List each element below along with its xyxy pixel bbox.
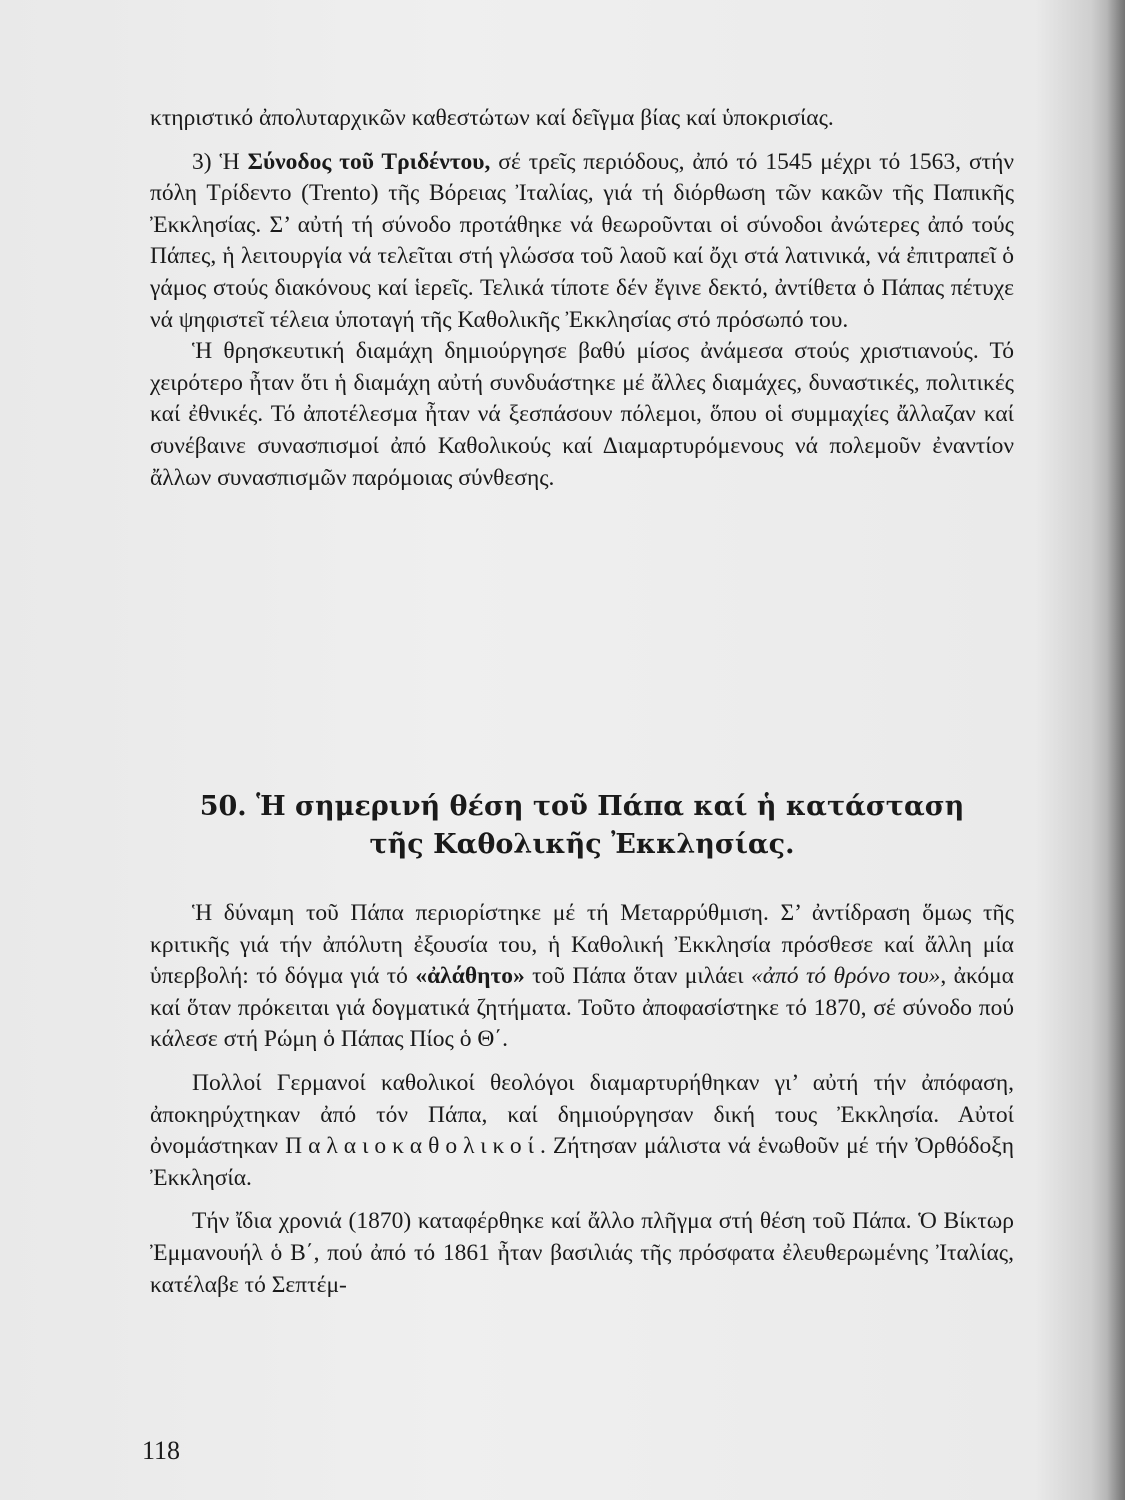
body-text-lower <box>150 898 1014 1301</box>
section-heading <box>150 788 1014 864</box>
paragraph-pope-power <box>150 898 1014 1056</box>
old-catholics-term: Παλαιοκαθολικοί <box>285 1133 540 1160</box>
ex-cathedra-phrase: «ἀπό τό θρόνο του» <box>751 963 941 990</box>
paragraph-1870-blow: Τήν ἴδια χρονιά (1870) καταφέρθηκε καί ἄλλο πλῆγμα στή θέση τοῦ Πάπα. Ὁ Βίκτωρ Ἐμμανουήλ ὁ Β΄, πού ἀπό τό 1861 ἦταν βασιλιάς τῆς πρόσφατα ἐλευθερωμένης Ἰταλίας, κατέλαβε τό Σεπτέμ- <box>150 1208 1014 1298</box>
power-text-3: , ἀκόμα καί ὅταν πρόκειται γιά δογματικά ζητήματα. Τοῦτο ἀποφασίστηκε τό 1870, σέ σύνοδο πού κάλεσε στή Ρώμη ὁ Πάπας Πίος ὁ Θ΄. <box>150 963 1014 1053</box>
paragraph-continued: κτηριστικό ἀπολυταρχικῶν καθεστώτων καί δεῖγμα βίας καί ὑποκρισίας. <box>150 105 834 131</box>
page-edge-shadow <box>1107 0 1125 1500</box>
infallible-term: «ἀλάθητο» <box>415 963 525 990</box>
trent-prefix: 3) Ἡ <box>192 148 248 175</box>
body-text-upper <box>150 103 1014 494</box>
trent-title: Σύνοδος τοῦ Τριδέντου, <box>247 148 491 175</box>
page-number: 118 <box>142 1436 181 1465</box>
paragraph-council-of-trent <box>150 147 1014 337</box>
paragraph-old-catholics <box>150 1068 1014 1194</box>
trent-text: σέ τρεῖς περιόδους, ἀπό τό 1545 μέχρι τό 1563, στήν πόλη Τρίδεντο (Trento) τῆς Βόρειας Ἰταλίας, γιά τή διόρθωση τῶν κακῶν τῆς Παπικῆς Ἐκκλησίας. Σ’ αὐτή τή σύνοδο προτάθηκε νά θεωροῦνται οἱ σύνοδοι ἀνώτερες ἀπό τούς Πάπες, ἡ λειτουργία νά τελεῖται στή γλώσσα τοῦ λαοῦ καί ὄχι στά λατινικά, νά ἐπιτραπεῖ ὁ γάμος στούς διακόνους καί ἱερεῖς. Τελικά τίποτε δέν ἔγινε δεκτό, ἀντίθετα ὁ Πάπας πέτυχε νά ψηφιστεῖ τέλεια ὑποταγή τῆς Καθολικῆς Ἐκκλησίας στό πρόσωπό του. <box>150 148 1014 333</box>
power-text-2: τοῦ Πάπα ὅταν μιλάει <box>524 963 751 990</box>
old-catholics-text-2: . Ζήτησαν μάλιστα νά ἑνωθοῦν μέ τήν Ὀρθόδοξη Ἐκκλησία. <box>150 1133 1014 1191</box>
power-text-1: Ἡ δύναμη τοῦ Πάπα περιορίστηκε μέ τή Μεταρρύθμιση. Σ’ ἀντίδραση ὅμως τῆς κριτικῆς γιά τήν ἀπόλυτη ἐξουσία του, ἡ Καθολική Ἐκκλησία πρόσθεσε καί ἄλλη μία ὑπερβολή: τό δόγμα γιά τό <box>150 900 1014 990</box>
heading-line-1: 50. Ἡ σημερινή θέση τοῦ Πάπα καί ἡ κατάσταση <box>199 791 965 822</box>
heading-line-2: τῆς Καθολικῆς Ἐκκλησίας. <box>369 829 795 860</box>
old-catholics-text-1: Πολλοί Γερμανοί καθολικοί θεολόγοι διαμαρτυρήθηκαν γι’ αὐτή τήν ἀπόφαση, ἀποκηρύχτηκαν ἀπό τόν Πάπα, καί δημιούργησαν δική τους Ἐκκλησία. Αὐτοί ὀνομάστηκαν <box>150 1069 1014 1160</box>
paragraph-religious-conflict: Ἡ θρησκευτική διαμάχη δημιούργησε βαθύ μίσος ἀνάμεσα στούς χριστιανούς. Τό χειρότερο ἦταν ὅτι ἡ διαμάχη αὐτή συνδυάστηκε μέ ἄλλες διαμάχες, δυναστικές, πολιτικές καί ἐθνικές. Τό ἀποτέλεσμα ἦταν νά ξεσπάσουν πόλεμοι, ὅπου οἱ συμμαχίες ἄλλαζαν καί συνέβαινε συνασπισμοί ἀπό Καθολικούς καί Διαμαρτυρόμενους νά πολεμοῦν ἐναντίον ἄλλων συνασπισμῶν παρόμοιας σύνθεσης. <box>150 338 1014 491</box>
